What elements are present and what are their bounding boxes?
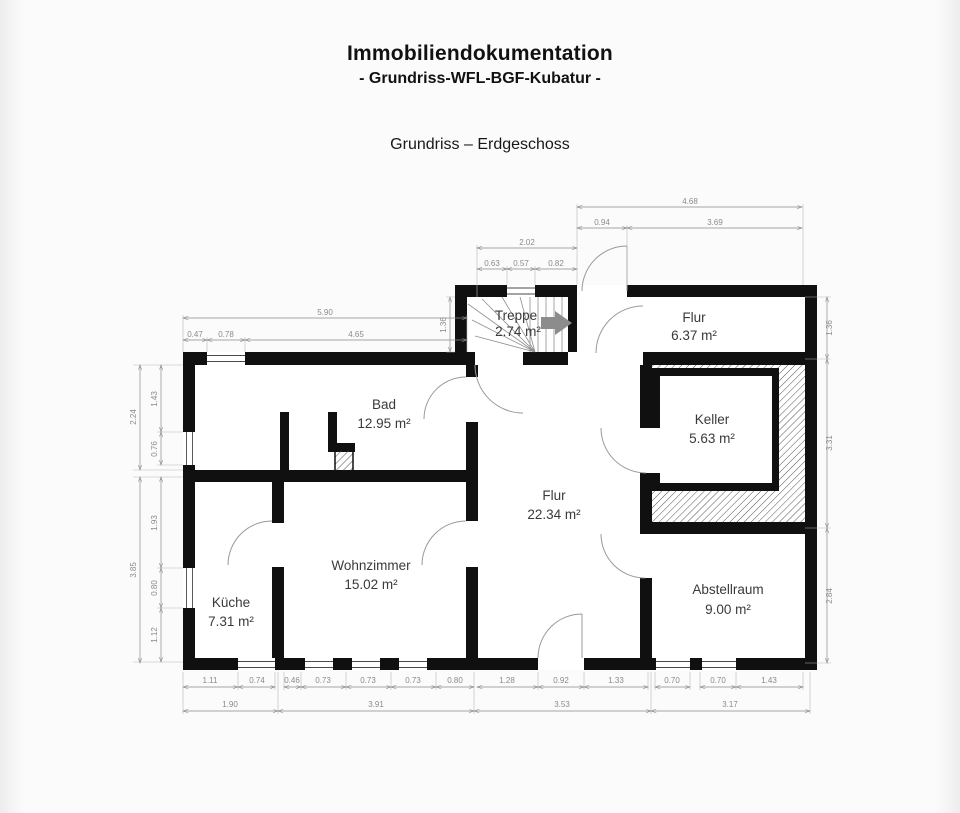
room-area-keller: 5.63 m² — [689, 431, 735, 446]
dim-label: 0.70 — [664, 676, 680, 685]
dim-label: 0.46 — [284, 676, 300, 685]
room-area-treppe: 2.74 m² — [495, 324, 541, 339]
room-area-bad: 12.95 m² — [357, 416, 411, 431]
dim-label: 0.63 — [484, 259, 500, 268]
chimney-shaft — [335, 450, 353, 471]
dim-label: 0.57 — [513, 259, 529, 268]
dim-label: 0.94 — [594, 218, 610, 227]
dim-label: 0.78 — [218, 330, 234, 339]
room-label-wohnzimmer: Wohnzimmer — [331, 558, 411, 573]
document-subtitle: - Grundriss-WFL-BGF-Kubatur - — [359, 70, 601, 87]
dim-label: 2.24 — [129, 409, 138, 425]
room-label-abstellraum: Abstellraum — [692, 582, 764, 597]
room-area-abstellraum: 9.00 m² — [705, 602, 751, 617]
dim-label: 0.73 — [360, 676, 376, 685]
dim-label: 1.11 — [202, 676, 218, 685]
dim-label: 2.84 — [825, 588, 834, 604]
dim-label: 1.33 — [608, 676, 624, 685]
room-label-flur-og: Flur — [682, 310, 706, 325]
room-label-kueche: Küche — [211, 595, 251, 610]
room-area-kueche: 7.31 m² — [208, 614, 254, 629]
dim-label: 0.70 — [710, 676, 726, 685]
dim-label: 0.73 — [315, 676, 331, 685]
room-label-treppe: Treppe — [494, 308, 538, 323]
plan-title: Grundriss – Erdgeschoss — [390, 136, 570, 153]
dim-label: 1.93 — [150, 515, 159, 531]
dim-label: 3.85 — [129, 562, 138, 578]
dim-label: 0.82 — [548, 259, 564, 268]
dim-label: 4.68 — [682, 197, 698, 206]
dim-label: 0.47 — [187, 330, 203, 339]
dim-label: 3.69 — [707, 218, 723, 227]
dim-label: 0.80 — [447, 676, 463, 685]
dim-label: 0.80 — [150, 580, 159, 596]
dim-label: 0.76 — [150, 441, 159, 457]
dim-label: 2.02 — [519, 238, 535, 247]
document-title: Immobiliendokumentation — [347, 42, 613, 65]
dim-label: 0.73 — [405, 676, 421, 685]
dim-label: 1.12 — [150, 627, 159, 643]
room-area-flur-og: 6.37 m² — [671, 328, 717, 343]
dim-label: 1.36 — [439, 317, 448, 333]
room-label-keller: Keller — [694, 412, 730, 427]
room-area-flur-eg: 22.34 m² — [527, 507, 581, 522]
dim-label: 1.36 — [825, 320, 834, 336]
dim-label: 3.31 — [825, 435, 834, 451]
dim-label: 1.90 — [222, 700, 238, 709]
room-area-wohnzimmer: 15.02 m² — [344, 577, 398, 592]
room-label-flur-eg: Flur — [542, 488, 566, 503]
dim-label: 0.92 — [553, 676, 569, 685]
dim-label: 1.28 — [499, 676, 515, 685]
dim-label: 1.43 — [761, 676, 777, 685]
dim-label: 4.65 — [348, 330, 364, 339]
dim-label: 5.90 — [317, 308, 333, 317]
dim-label: 3.17 — [722, 700, 738, 709]
dim-label: 3.91 — [368, 700, 384, 709]
dim-label: 1.43 — [150, 391, 159, 407]
dim-label: 3.53 — [554, 700, 570, 709]
dim-label: 0.74 — [249, 676, 265, 685]
room-label-bad: Bad — [371, 397, 397, 412]
